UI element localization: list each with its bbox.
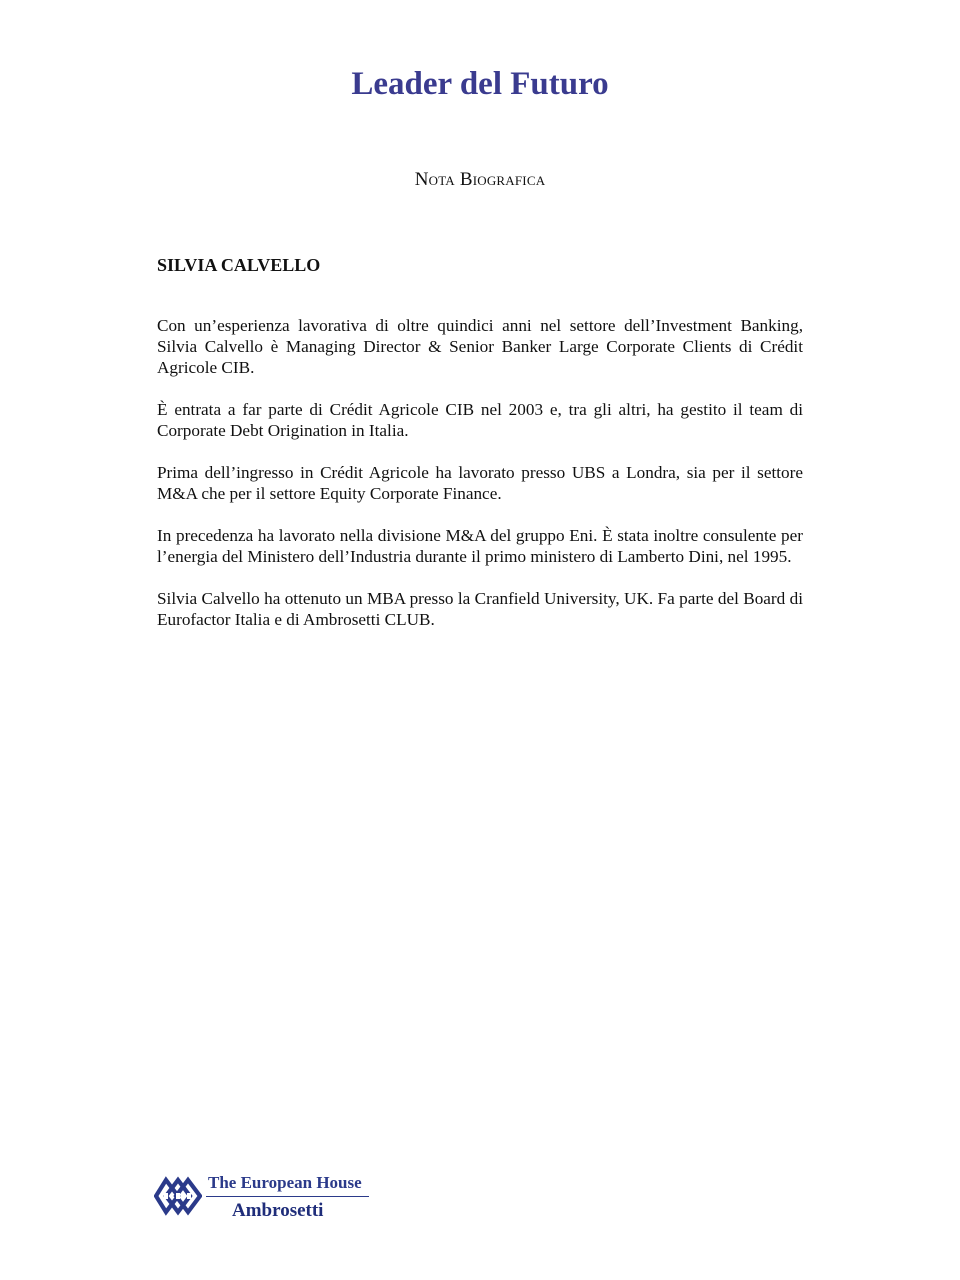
bio-paragraph-2: È entrata a far parte di Crédit Agricole CIB nel 2003 e, tra gli altri, ha gestito il team di Corporate Debt Origination in Italia. xyxy=(157,400,803,440)
bio-paragraph-4: In precedenza ha lavorato nella divisione M&A del gruppo Eni. È stata inoltre consulente per l’energia del Ministero dell’Industria durante il primo ministero di Lamberto Dini, nel 1995. xyxy=(157,526,803,566)
footer-logo xyxy=(154,1172,374,1222)
bio-paragraph-5: Silvia Calvello ha ottenuto un MBA presso la Cranfield University, UK. Fa parte del Board di Eurofactor Italia e di Ambrosetti CLUB. xyxy=(157,589,803,629)
european-house-logo-icon xyxy=(154,1176,202,1216)
biography-body xyxy=(157,315,803,651)
logo-line-1: The European House xyxy=(208,1173,362,1192)
bio-paragraph-3: Prima dell’ingresso in Crédit Agricole ha lavorato presso UBS a Londra, sia per il settore M&A che per il settore Equity Corporate Finance. xyxy=(157,463,803,503)
person-name: SILVIA CALVELLO xyxy=(157,255,321,275)
logo-divider xyxy=(206,1196,369,1197)
page-title: Leader del Futuro xyxy=(351,66,609,102)
logo-line-2: Ambrosetti xyxy=(232,1200,324,1221)
bio-paragraph-1: Con un’esperienza lavorativa di oltre quindici anni nel settore dell’Investment Banking, Silvia Calvello è Managing Director & Senior Banker Large Corporate Clients di Crédit Agricole CIB. xyxy=(157,316,803,377)
document-subtitle: Nota Biografica xyxy=(414,169,546,190)
